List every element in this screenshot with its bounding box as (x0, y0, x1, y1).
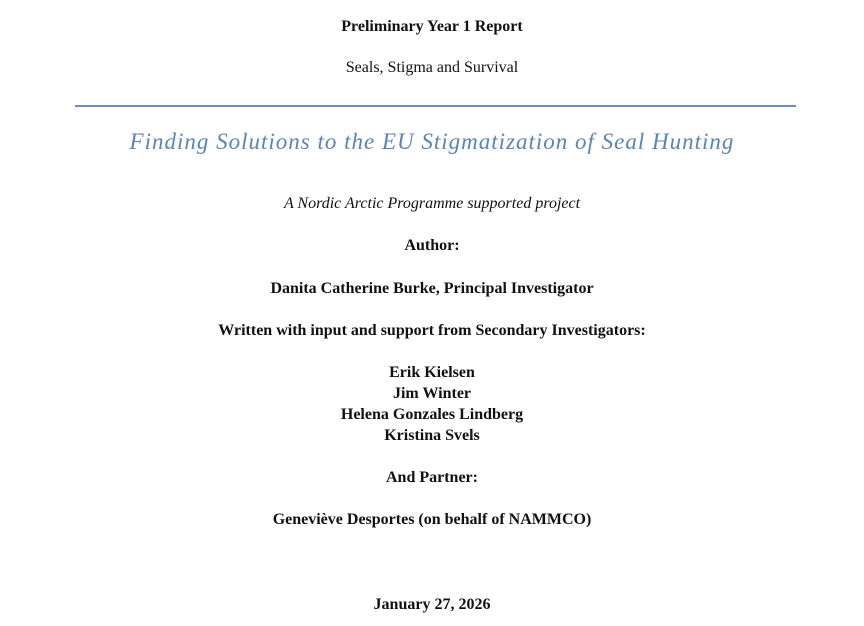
author-name: Danita Catherine Burke, Principal Investigator (270, 280, 594, 297)
main-title: Finding Solutions to the EU Stigmatization of Seal Hunting (129, 129, 735, 154)
programme-line: A Nordic Arctic Programme supported project (283, 195, 581, 212)
report-subtitle: Seals, Stigma and Survival (345, 59, 519, 76)
author-label: Author: (404, 237, 460, 254)
secondary-investigators-label: Written with input and support from Secondary Investigators: (218, 322, 646, 339)
title-divider (75, 105, 796, 107)
investigator-name: Kristina Svels (384, 427, 480, 444)
partner-label: And Partner: (386, 469, 478, 486)
investigator-name: Erik Kielsen (389, 364, 475, 381)
partner-name: Geneviève Desportes (on behalf of NAMMCO) (272, 511, 592, 528)
report-title: Preliminary Year 1 Report (341, 18, 523, 35)
secondary-investigators-list (0, 365, 864, 449)
investigator-name: Jim Winter (392, 385, 472, 402)
investigator-name: Helena Gonzales Lindberg (340, 406, 524, 423)
report-date: January 27, 2026 (373, 596, 491, 613)
